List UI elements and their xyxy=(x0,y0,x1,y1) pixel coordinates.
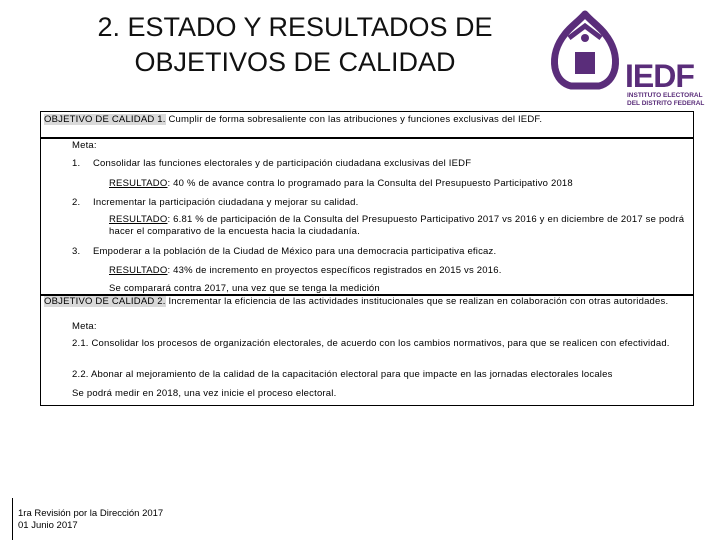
goal-1-result xyxy=(109,178,573,190)
goal-3-number: 3. xyxy=(72,246,81,257)
logo-subtitle-line-2: DEL DISTRITO FEDERAL xyxy=(627,100,705,107)
objective-1-heading xyxy=(44,114,542,126)
goal-2-2-text: 2.2. Abonar al mejoramiento de la calidad de la capacitación electoral para que impacte en las jornadas electorales locales xyxy=(72,369,613,380)
goal-1-result-label: RESULTADO xyxy=(109,178,168,189)
objective-2-label: OBJETIVO DE CALIDAD 2. xyxy=(44,296,166,307)
logo-subtitle xyxy=(627,92,704,108)
objective-1-body xyxy=(40,137,694,296)
goal-2-text: Incrementar la participación ciudadana y mejorar su calidad. xyxy=(93,197,359,208)
goal-2-result-label: RESULTADO xyxy=(109,214,168,225)
goal-3-result-text: : 43% de incremento en proyectos específicos registrados en 2015 vs 2016. xyxy=(167,265,502,276)
objective-1-header xyxy=(40,111,694,139)
footer-divider xyxy=(12,498,13,540)
goal-2-result xyxy=(109,214,691,238)
goal-2-number: 2. xyxy=(72,197,81,208)
goal-2-1-text: 2.1. Consolidar los procesos de organización electorales, de acuerdo con los cambios normativos, para que se realicen con efectividad. xyxy=(72,338,670,349)
goal-3-result xyxy=(109,265,502,277)
footer xyxy=(18,508,163,532)
objective-2-meta-label: Meta: xyxy=(72,321,97,332)
objective-1-label: OBJETIVO DE CALIDAD 1. xyxy=(44,114,166,125)
objective-2-body xyxy=(40,294,694,406)
goal-1-number: 1. xyxy=(72,158,81,169)
title-line-2: OBJETIVOS DE CALIDAD xyxy=(134,47,456,77)
goal-1-result-text: : 40 % de avance contra lo programado para la Consulta del Presupuesto Participativo 2018 xyxy=(167,178,573,189)
objective-2-heading xyxy=(44,296,689,308)
footer-line-1: 1ra Revisión por la Dirección 2017 xyxy=(18,508,164,519)
goal-2-result-text: : 6.81 % de participación de la Consulta del Presupuesto Participativo 2017 vs 2016 y en diciembre de 2017 se podrá hacer el comparativo de la encuesta hacia la ciudadanía. xyxy=(109,214,685,237)
objective-1-meta-label: Meta: xyxy=(72,140,97,151)
objective-2-measure-note: Se podrá medir en 2018, una vez inicie el proceso electoral. xyxy=(72,388,337,399)
title-line-1: 2. ESTADO Y RESULTADOS DE xyxy=(97,12,493,42)
footer-line-2: 01 Junio 2017 xyxy=(18,520,78,531)
logo-subtitle-line-1: INSTITUTO ELECTORAL xyxy=(627,92,703,99)
goal-1-text: Consolidar las funciones electorales y de participación ciudadana exclusivas del IEDF xyxy=(93,158,472,169)
objective-2-text: Incrementar la eficiencia de las actividades institucionales que se realizan en colaboración con otras autoridades. xyxy=(165,296,669,307)
logo-brand: IEDF xyxy=(625,58,694,94)
goal-3-result-label: RESULTADO xyxy=(109,265,168,276)
iedf-logo xyxy=(545,8,710,108)
slide-title xyxy=(40,10,550,80)
objective-1-text: Cumplir de forma sobresaliente con las atribuciones y funciones exclusivas del IEDF. xyxy=(165,114,543,125)
goal-3-compare-note: Se comparará contra 2017, una vez que se tenga la medición xyxy=(109,283,380,294)
iedf-emblem-icon xyxy=(545,8,625,93)
goal-3-text: Empoderar a la población de la Ciudad de México para una democracia participativa eficaz. xyxy=(93,246,497,257)
